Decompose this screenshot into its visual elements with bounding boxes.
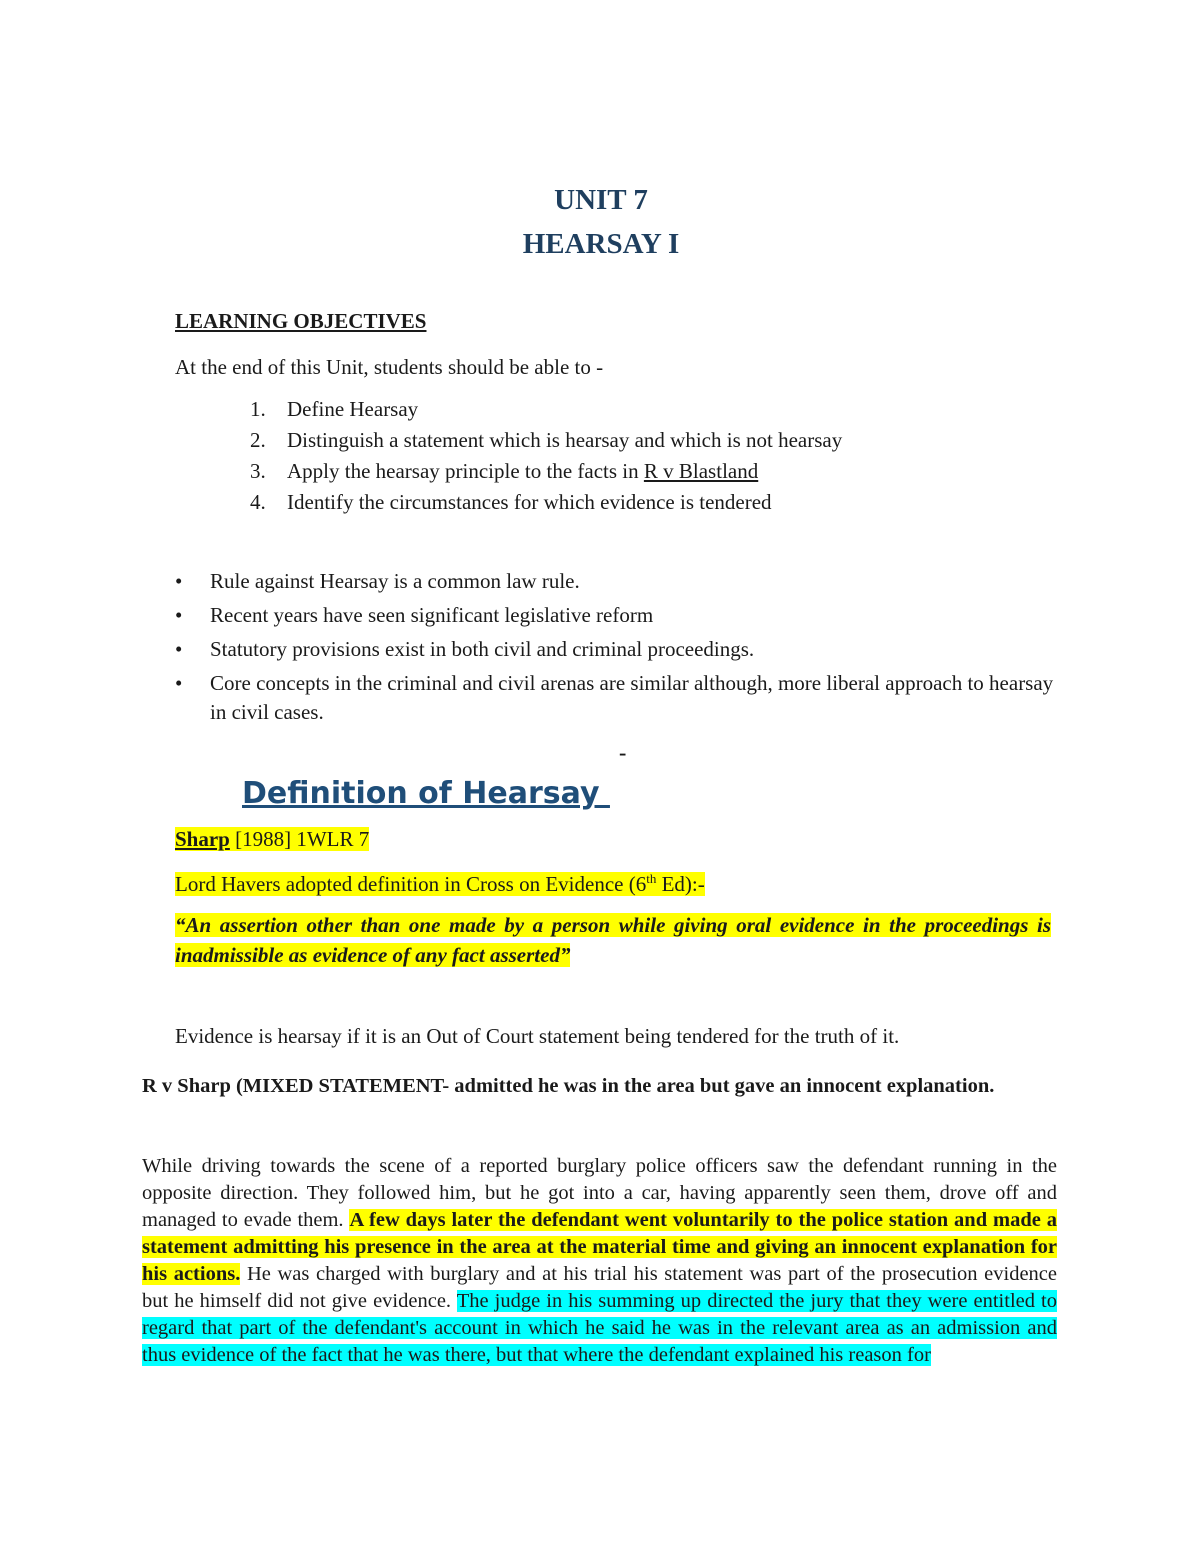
unit-topic: HEARSAY I [522,228,680,260]
bullet-icon: • [175,671,183,695]
bullet-text: Statutory provisions exist in both civil and criminal proceedings. [210,637,755,661]
case-citation-line [175,827,369,852]
case-highlight-cyan: The judge in his summing up directed the jury that they were entitled to regard that part of the defendant's account in which he said he was in the relevant area as an admission and thus evidence of the fact that he was there, but that where the defendant explained his reason for [142,1290,1058,1366]
bullet-text: Core concepts in the criminal and civil arenas are similar although, more liberal approach to hearsay in civil cases. [210,671,1054,724]
key-points-list [175,567,1065,732]
case-text: He was charged with burglary and at his trial his statement was part of the prosecution evidence but he himself did not give evidence. [142,1263,1057,1312]
list-item [175,635,1065,664]
case-citation: [1988] 1WLR 7 [229,827,370,851]
case-highlight-yellow: A few days later the defendant went voluntarily to the police station and made a statement admitting his presence in the area at the material time and giving an innocent explanation for his actions. [142,1209,1057,1285]
list-text: Define Hearsay [287,397,419,421]
objectives-list [250,395,842,519]
bullet-icon: • [175,569,183,593]
list-item [250,488,842,519]
list-item [175,601,1065,630]
list-text: Identify the circumstances for which evidence is tendered [287,490,772,514]
list-item [250,426,842,457]
list-number: 2. [250,428,266,452]
definition-quote [175,910,1051,970]
bullet-icon: • [175,603,183,627]
case-name: Sharp [175,827,230,851]
bullet-text: Recent years have seen significant legislative reform [210,603,654,627]
bullet-text: Rule against Hearsay is a common law rule. [210,569,580,593]
source-text: Lord Havers adopted definition in Cross on Evidence (6 [175,872,647,896]
list-number: 3. [250,459,266,483]
source-text-end: Ed):- [656,872,705,896]
hearsay-summary: Evidence is hearsay if it is an Out of Court statement being tendered for the truth of it. [175,1024,900,1048]
bullet-icon: • [175,637,183,661]
list-text: Apply the hearsay principle to the facts in [287,459,644,483]
quote-text: “An assertion other than one made by a person while giving oral evidence in the proceedings is inadmissible as evidence of any fact asserted” [175,913,1051,967]
case-heading: R v Sharp (MIXED STATEMENT- admitted he was in the area but gave an innocent explanation. [142,1075,995,1097]
separator-dash: - [619,740,627,765]
list-text: Distinguish a statement which is hearsay and which is not hearsay [287,428,843,452]
list-item [175,669,1065,727]
learning-objectives-heading: LEARNING OBJECTIVES [175,309,427,333]
list-number: 1. [250,397,266,421]
unit-number: UNIT 7 [554,184,648,216]
list-item [250,395,842,426]
case-reference: R v Blastland [643,459,759,483]
list-item [250,457,842,488]
list-number: 4. [250,490,266,514]
definition-heading: Definition of Hearsay [242,776,610,811]
list-item [175,567,1065,596]
learning-objectives-intro: At the end of this Unit, students should be able to - [175,355,604,379]
case-body [142,1153,1057,1369]
superscript: th [646,871,657,886]
definition-source-line [175,871,705,897]
unit-title [0,178,1200,266]
case-text: While driving towards the scene of a reported burglary police officers saw the defendant running in the opposite direction. They followed him, but he got into a car, having apparently seen them, drove off and managed to evade them. [142,1155,1057,1231]
